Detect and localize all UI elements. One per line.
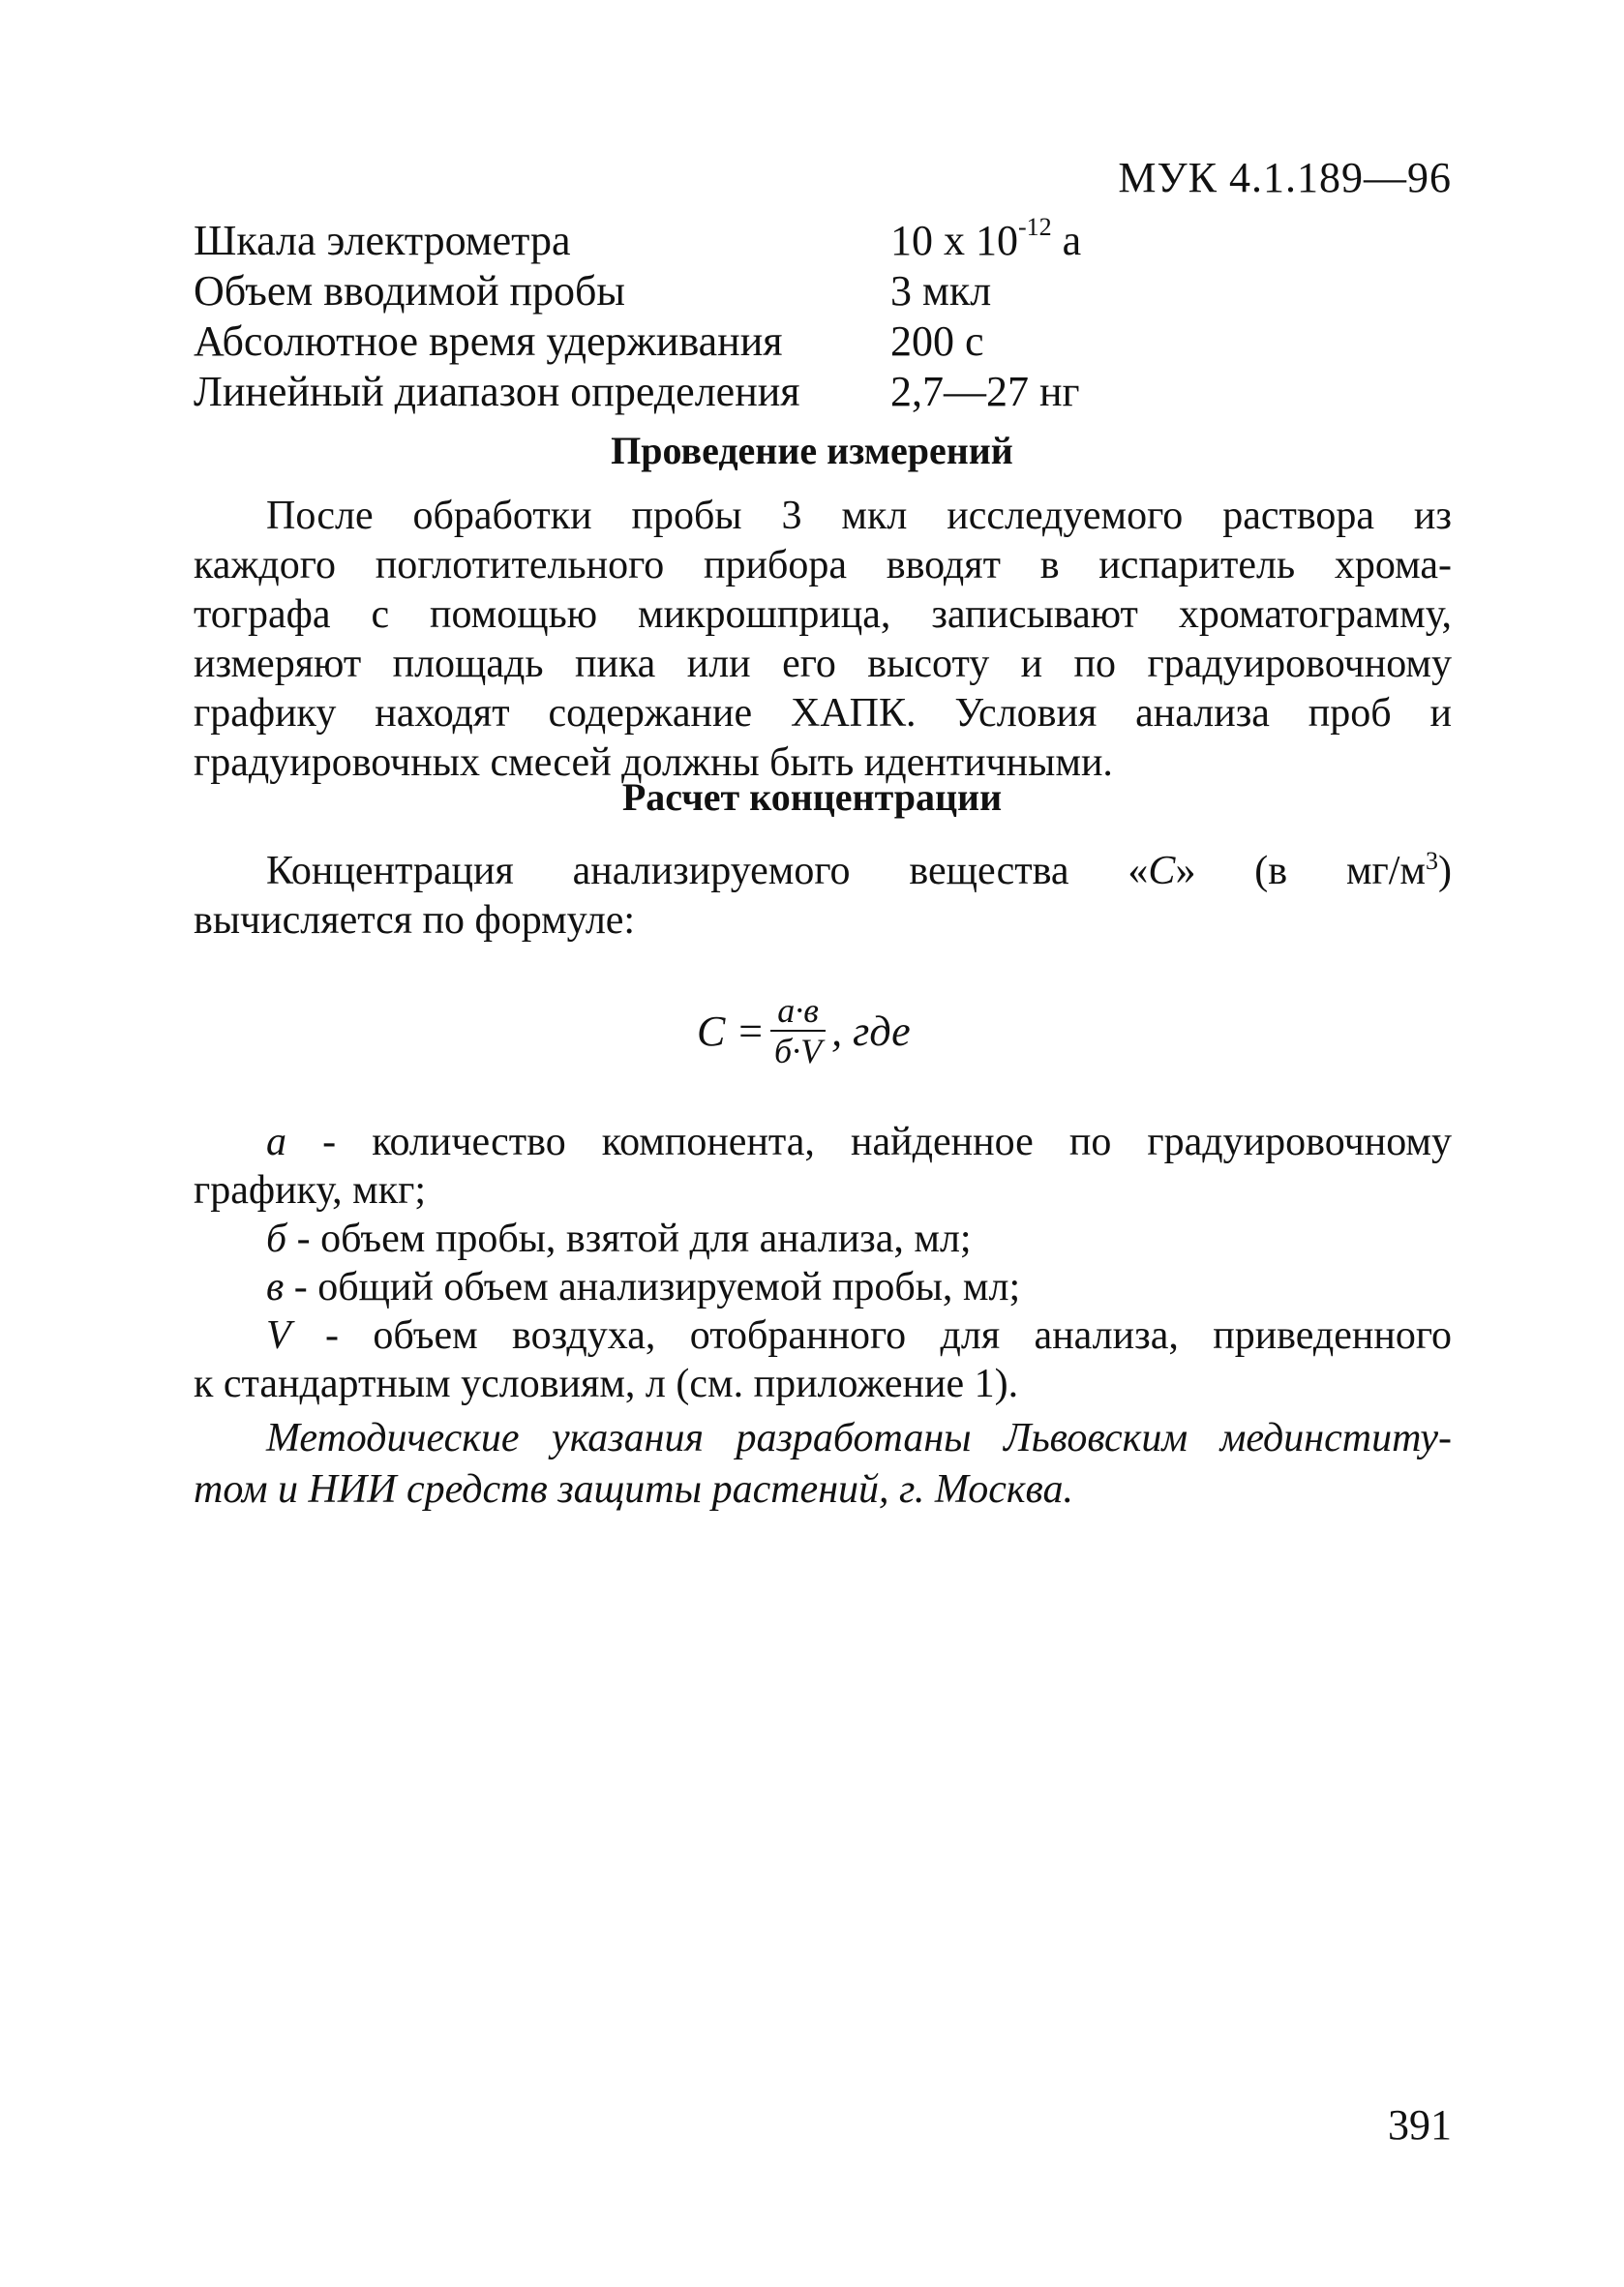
definition-variable: б: [266, 1217, 287, 1261]
definition-line: к стандартным условиям, л (см. приложение 1).: [194, 1362, 1019, 1406]
parameter-name: Объем вводимой пробы: [194, 266, 625, 315]
definition-variable: в: [266, 1265, 285, 1309]
definition-line: в - общий объем анализируемой пробы, мл;: [266, 1265, 1021, 1309]
parameter-name: Шкала электрометра: [194, 216, 571, 264]
exponent: -12: [1018, 212, 1052, 241]
paragraph-line: градуировочных смесей должны быть идентичными.: [194, 740, 1113, 785]
acknowledgement-note: [194, 1413, 1452, 1516]
parameter-row: [194, 316, 1452, 366]
paragraph-line: После обработки пробы 3 мкл исследуемого раствора из: [266, 494, 1452, 538]
section-heading-measurement: Проведение измерений: [611, 429, 1013, 472]
parameter-row: [194, 366, 1452, 416]
parameter-value: 200 с: [890, 316, 984, 365]
parameter-value: 3 мкл: [890, 266, 992, 315]
parameter-row: [194, 212, 1452, 265]
parameter-row: [194, 265, 1452, 316]
paragraph-line: вычисляется по формуле:: [194, 898, 636, 943]
concentration-formula: [697, 978, 911, 1084]
calculation-intro: [194, 836, 1452, 946]
formula-denominator: б·V: [774, 1032, 823, 1070]
formula-numerator: а·в: [777, 991, 819, 1030]
definition-variable: V: [266, 1313, 291, 1358]
acknowledgement-line: том и НИИ средств защиты растений, г. Москва.: [194, 1467, 1073, 1512]
parameter-name: Линейный диапазон определения: [194, 367, 800, 415]
parameters-table: [194, 212, 1452, 416]
paragraph-line: каждого поглотительного прибора вводят в испаритель хрома-: [194, 543, 1452, 587]
paragraph-line: Концентрация анализируемого вещества «С» (в $мг/м^3$): [266, 847, 1452, 893]
definition-line: б - объем пробы, взятой для анализа, мл;: [266, 1217, 972, 1261]
measurement-paragraph: [194, 492, 1452, 788]
page-number: 391: [1388, 2101, 1452, 2149]
paragraph-line: графику находят содержание ХАПК. Условия анализа проб и: [194, 691, 1452, 736]
exponent: 3: [1426, 847, 1439, 875]
acknowledgement-line: Методические указания разработаны Львовским мединститу-: [266, 1416, 1452, 1460]
variable-c: С: [1148, 849, 1176, 893]
document-code: МУК 4.1.189—96: [1118, 154, 1452, 201]
parameter-value: 10 x $10^{-12}$ а: [890, 212, 1082, 264]
definitions-list: [194, 1118, 1452, 1408]
paragraph-line: измеряют площадь пика или его высоту и по градуировочному: [194, 642, 1452, 686]
definition-line: V - объем воздуха, отобранного для анализа, приведенного: [266, 1313, 1452, 1358]
paragraph-line: тографа с помощью микрошприца, записывают хроматограмму,: [194, 592, 1452, 637]
parameter-name: Абсолютное время удерживания: [194, 316, 783, 365]
formula-suffix: , где: [831, 1007, 911, 1055]
definition-line: графику, мкг;: [194, 1168, 427, 1213]
parameter-value: 2,7—27 нг: [890, 367, 1080, 415]
formula-fraction: [770, 991, 826, 1070]
formula-lhs: С =: [697, 1007, 766, 1055]
definition-variable: а: [266, 1120, 286, 1164]
definition-line: а - количество компонента, найденное по градуировочному: [266, 1120, 1452, 1164]
section-heading-calculation: Расчет концентрации: [621, 775, 1003, 819]
